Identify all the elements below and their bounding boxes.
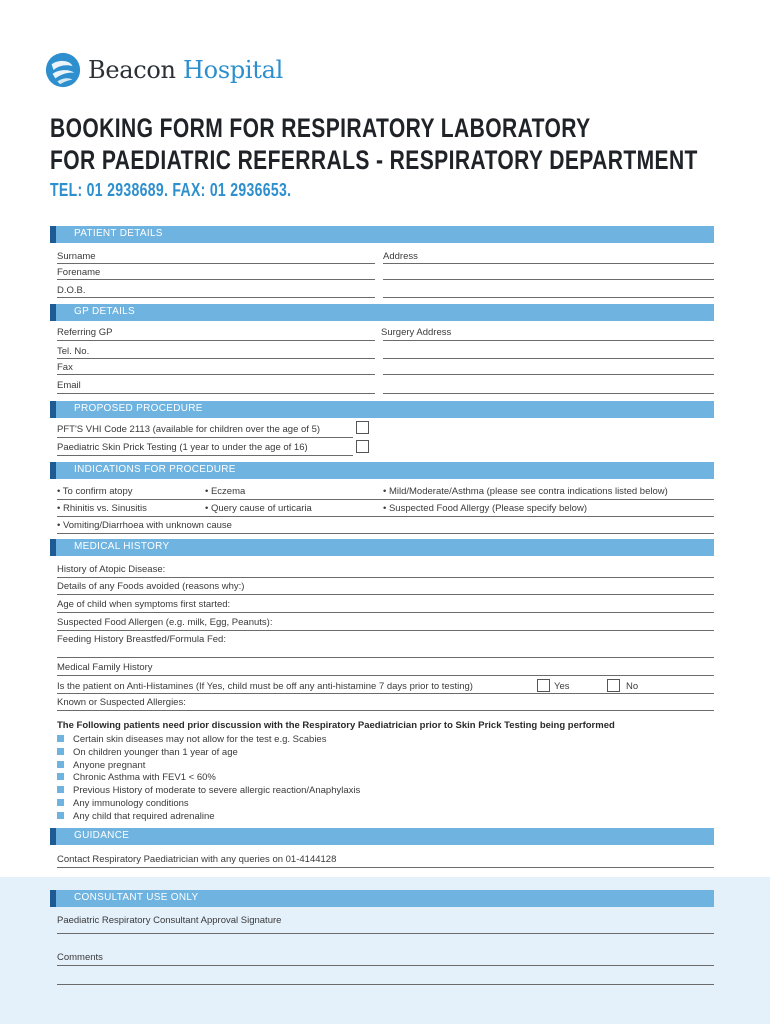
surgery-address-field-1[interactable] <box>383 340 714 341</box>
surname-field[interactable] <box>57 263 375 264</box>
section-title: GP DETAILS <box>74 306 135 317</box>
atopic-history-label: History of Atopic Disease: <box>57 564 166 575</box>
antihistamine-label: Is the patient on Anti-Histamines (If Yes, child must be off any anti-histamine 7 days prior to testing) <box>57 681 473 692</box>
square-bullet-icon <box>57 735 64 742</box>
email-label: Email <box>57 380 81 391</box>
medical-history-header <box>50 539 714 556</box>
skin-prick-label: Paediatric Skin Prick Testing (1 year to under the age of 16) <box>57 442 308 453</box>
family-history-field[interactable] <box>57 675 714 676</box>
forename-label: Forename <box>57 267 101 278</box>
indication-asthma: • Mild/Moderate/Asthma (please see contra indications listed below) <box>383 486 668 497</box>
forename-field[interactable] <box>57 279 375 280</box>
antihistamine-no-checkbox[interactable] <box>607 679 620 692</box>
dob-field[interactable] <box>57 297 375 298</box>
tel-field[interactable] <box>57 358 375 359</box>
discussion-item <box>57 785 360 796</box>
discussion-item <box>57 747 238 758</box>
square-bullet-icon <box>57 773 64 780</box>
square-bullet-icon <box>57 748 64 755</box>
logo-text <box>88 56 283 84</box>
contact-numbers: TEL: 01 2938689. FAX: 01 2936653. <box>50 180 292 200</box>
logo-text-beacon: Beacon <box>88 56 176 84</box>
fax-field[interactable] <box>57 374 375 375</box>
tel-label: Tel. No. <box>57 346 90 357</box>
form-title-line1: BOOKING FORM FOR RESPIRATORY LABORATORY <box>50 113 591 143</box>
patient-details-header <box>50 226 714 243</box>
section-title: PROPOSED PROCEDURE <box>74 403 203 414</box>
fax-label: Fax <box>57 362 73 373</box>
section-title: GUIDANCE <box>74 830 130 841</box>
guidance-text: Contact Respiratory Paediatrician with any queries on 01-4144128 <box>57 854 337 865</box>
pft-checkbox[interactable] <box>356 421 369 434</box>
antihistamine-yes-label: Yes <box>554 681 570 692</box>
antihistamine-yes-checkbox[interactable] <box>537 679 550 692</box>
foods-avoided-label: Details of any Foods avoided (reasons why:) <box>57 581 245 592</box>
food-allergen-label: Suspected Food Allergen (e.g. milk, Egg, Peanuts): <box>57 617 273 628</box>
proposed-procedure-header <box>50 401 714 418</box>
family-history-label: Medical Family History <box>57 662 153 673</box>
antihistamine-no-label: No <box>626 681 639 692</box>
surgery-address-field-4[interactable] <box>383 393 714 394</box>
referring-gp-label: Referring GP <box>57 327 113 338</box>
divider <box>57 867 714 868</box>
dob-label: D.O.B. <box>57 285 86 296</box>
logo-text-hospital: Hospital <box>183 56 284 84</box>
discussion-item <box>57 760 145 771</box>
divider <box>57 516 714 517</box>
divider <box>57 533 714 534</box>
known-allergies-label: Known or Suspected Allergies: <box>57 697 186 708</box>
surgery-address-field-3[interactable] <box>383 374 714 375</box>
referring-gp-field[interactable] <box>57 340 375 341</box>
indication-vomiting: • Vomiting/Diarrhoea with unknown cause <box>57 520 232 531</box>
discussion-item <box>57 772 216 783</box>
discussion-item <box>57 811 215 822</box>
discussion-item-text: Any immunology conditions <box>73 798 189 809</box>
square-bullet-icon <box>57 761 64 768</box>
discussion-item <box>57 734 326 745</box>
section-title: MEDICAL HISTORY <box>74 541 170 552</box>
section-title: CONSULTANT USE ONLY <box>74 892 199 903</box>
section-title: INDICATIONS FOR PROCEDURE <box>74 464 236 475</box>
indication-food-allergy: • Suspected Food Allergy (Please specify below) <box>383 503 587 514</box>
comments-label: Comments <box>57 952 103 963</box>
square-bullet-icon <box>57 786 64 793</box>
divider <box>57 455 353 456</box>
discussion-title: The Following patients need prior discussion with the Respiratory Paediatrician prior to Skin Prick Testing being performed <box>57 720 615 731</box>
discussion-item-text: On children younger than 1 year of age <box>73 747 238 758</box>
indication-rhinitis: • Rhinitis vs. Sinusitis <box>57 503 147 514</box>
known-allergies-field[interactable] <box>57 710 714 711</box>
guidance-header <box>50 828 714 845</box>
pft-label: PFT'S VHI Code 2113 (available for children over the age of 5) <box>57 424 321 435</box>
feeding-history-field[interactable] <box>57 657 714 658</box>
indication-urticaria: • Query cause of urticaria <box>205 503 312 514</box>
discussion-item-text: Chronic Asthma with FEV1 < 60% <box>73 772 216 783</box>
beacon-globe-icon <box>44 51 82 89</box>
comments-field-1[interactable] <box>57 965 714 966</box>
divider <box>57 693 714 694</box>
address-field-1[interactable] <box>383 263 714 264</box>
indication-eczema: • Eczema <box>205 486 246 497</box>
atopic-history-field[interactable] <box>57 577 714 578</box>
address-field-3[interactable] <box>383 297 714 298</box>
discussion-item-text: Any child that required adrenaline <box>73 811 215 822</box>
form-title-line2: FOR PAEDIATRIC REFERRALS - RESPIRATORY DEPARTMENT <box>50 145 698 175</box>
foods-avoided-field[interactable] <box>57 594 714 595</box>
divider <box>57 437 353 438</box>
section-title: PATIENT DETAILS <box>74 228 163 239</box>
gp-details-header <box>50 304 714 321</box>
address-field-2[interactable] <box>383 279 714 280</box>
address-label: Address <box>383 251 418 262</box>
food-allergen-field[interactable] <box>57 630 714 631</box>
hospital-logo <box>44 50 283 90</box>
consultant-header <box>50 890 714 907</box>
square-bullet-icon <box>57 812 64 819</box>
surgery-address-label: Surgery Address <box>381 327 452 338</box>
discussion-item <box>57 798 189 809</box>
email-field[interactable] <box>57 393 375 394</box>
feeding-history-label: Feeding History Breastfed/Formula Fed: <box>57 634 226 645</box>
symptom-age-field[interactable] <box>57 612 714 613</box>
signature-field[interactable] <box>57 933 714 934</box>
signature-label: Paediatric Respiratory Consultant Approval Signature <box>57 915 282 926</box>
symptom-age-label: Age of child when symptoms first started: <box>57 599 231 610</box>
indications-header <box>50 462 714 479</box>
discussion-item-text: Previous History of moderate to severe allergic reaction/Anaphylaxis <box>73 785 361 796</box>
comments-field-2[interactable] <box>57 984 714 985</box>
form-title <box>50 112 698 176</box>
square-bullet-icon <box>57 799 64 806</box>
discussion-item-text: Anyone pregnant <box>73 760 146 771</box>
discussion-item-text: Certain skin diseases may not allow for the test e.g. Scabies <box>73 734 327 745</box>
surgery-address-field-2[interactable] <box>383 358 714 359</box>
divider <box>57 499 714 500</box>
surname-label: Surname <box>57 251 96 262</box>
skin-prick-checkbox[interactable] <box>356 440 369 453</box>
indication-atopy: • To confirm atopy <box>57 486 133 497</box>
